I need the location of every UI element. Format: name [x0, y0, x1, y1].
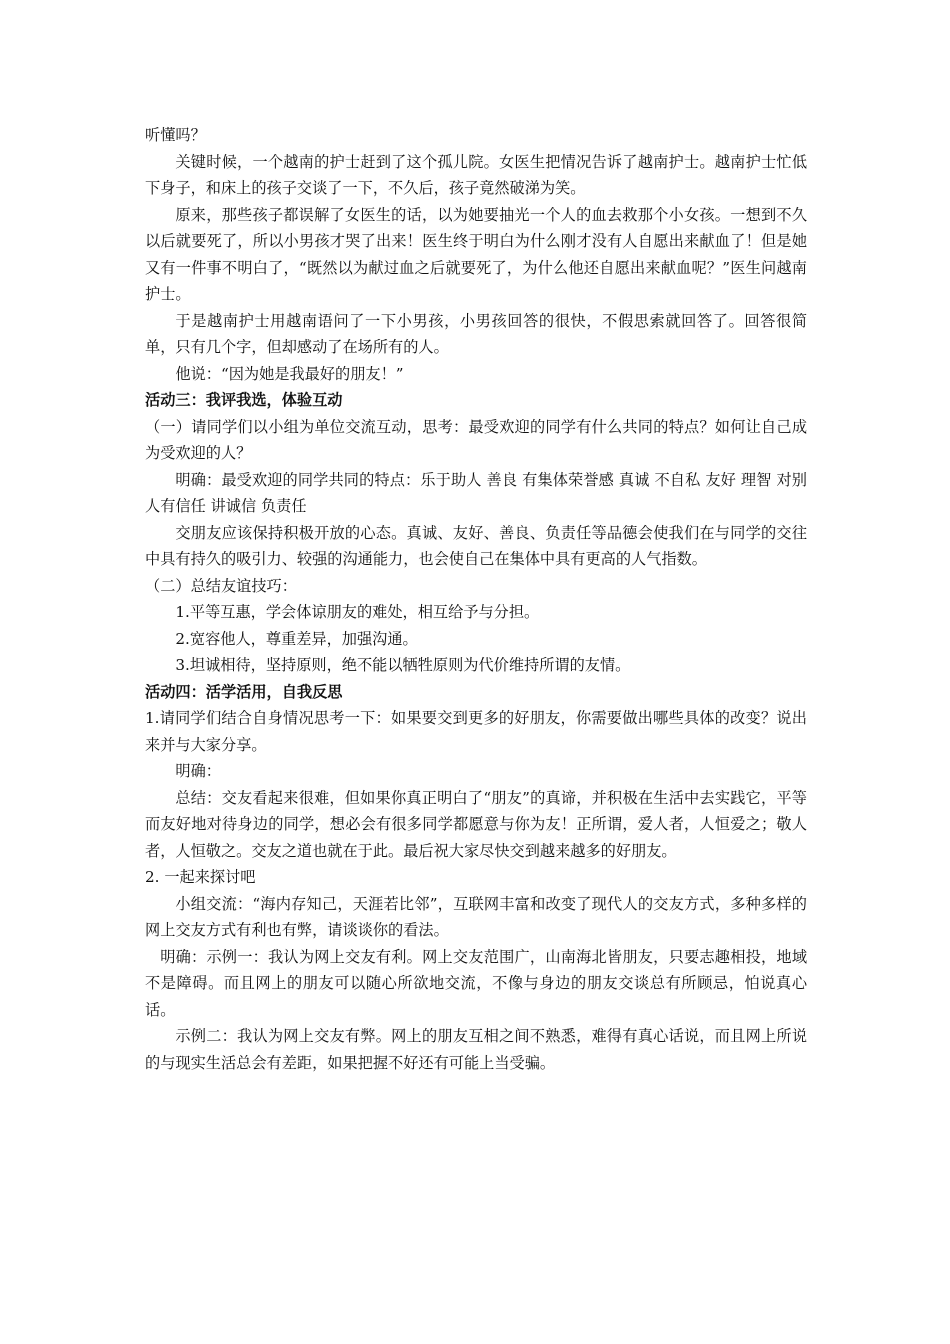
paragraph: 总结：交友看起来很难，但如果你真正明白了“朋友”的真谛，并积极在生活中去实践它，平等而友好地对待身边的同学，想必会有很多同学都愿意与你为友！正所谓，爱人者，人恒爱之；敬人者，人恒敬之。交友之道也就在于此。最后祝大家尽快交到越来越多的好朋友。 — [145, 788, 807, 860]
paragraph: 他说：“因为她是我最好的朋友！” — [175, 364, 404, 383]
paragraph: 关键时候，一个越南的护士赶到了这个孤儿院。女医生把情况告诉了越南护士。越南护士忙低下身子，和床上的孩子交谈了一下，不久后，孩子竟然破涕为笑。 — [145, 152, 807, 197]
section-heading: 活动三：我评我选，体验互动 — [145, 391, 343, 409]
paragraph: 2. 一起来探讨吧 — [145, 868, 256, 886]
paragraph: 交朋友应该保持积极开放的心态。真诚、友好、善良、负责任等品德会使我们在与同学的交往中具有持久的吸引力、较强的沟通能力，也会使自己在集体中具有更高的人气指数。 — [145, 523, 807, 568]
paragraph: 小组交流：“海内存知己，天涯若比邻”，互联网丰富和改变了现代人的交友方式，多种多样的网上交友方式有利也有弊，请谈谈你的看法。 — [145, 894, 807, 939]
paragraph: （一）请同学们以小组为单位交流互动，思考：最受欢迎的同学有什么共同的特点？如何让自己成为受欢迎的人？ — [145, 417, 807, 462]
paragraph: 示例二：我认为网上交友有弊。网上的朋友互相之间不熟悉，难得有真心话说，而且网上所说的与现实生活总会有差距，如果把握不好还有可能上当受骗。 — [145, 1027, 807, 1072]
section-heading: 活动四：活学活用，自我反思 — [145, 682, 343, 701]
paragraph: 原来，那些孩子都误解了女医生的话，以为她要抽光一个人的血去救那个小女孩。一想到不久以后就要死了，所以小男孩才哭了出来！医生终于明白为什么刚才没有人自愿出来献血了！但是她又有一件事不明白了，“既然以为献过血之后就要死了，为什么他还自愿出来献血呢？”医生问越南护士。 — [145, 205, 807, 303]
paragraph: 1.请同学们结合自身情况思考一下：如果要交到更多的好朋友，你需要做出哪些具体的改变？说出来并与大家分享。 — [145, 709, 807, 754]
paragraph: 明确：示例一：我认为网上交友有利。网上交友范围广，山南海北皆朋友，只要志趣相投，地域不是障碍。而且网上的朋友可以随心所欲地交流，不像与身边的朋友交谈总有所顾忌，怕说真心话。 — [145, 947, 807, 1019]
list-item: 3.坦诚相待，坚持原则，绝不能以牺牲原则为代价维持所谓的友情。 — [175, 656, 631, 674]
paragraph: 听懂吗？ — [145, 126, 206, 144]
paragraph: 于是越南护士用越南语问了一下小男孩，小男孩回答的很快，不假思索就回答了。回答很简单，只有几个字，但却感动了在场所有的人。 — [145, 311, 807, 356]
document-body — [145, 122, 807, 1076]
list-item: 1.平等互惠，学会体谅朋友的难处，相互给予与分担。 — [175, 603, 540, 621]
paragraph: （二）总结友谊技巧： — [145, 576, 297, 595]
list-item: 2.宽容他人，尊重差异，加强沟通。 — [175, 629, 418, 648]
paragraph: 明确： — [175, 762, 221, 780]
paragraph: 明确：最受欢迎的同学共同的特点：乐于助人 善良 有集体荣誉感 真诚 不自私 友好 理智 对别人有信任 讲诚信 负责任 — [145, 470, 807, 515]
